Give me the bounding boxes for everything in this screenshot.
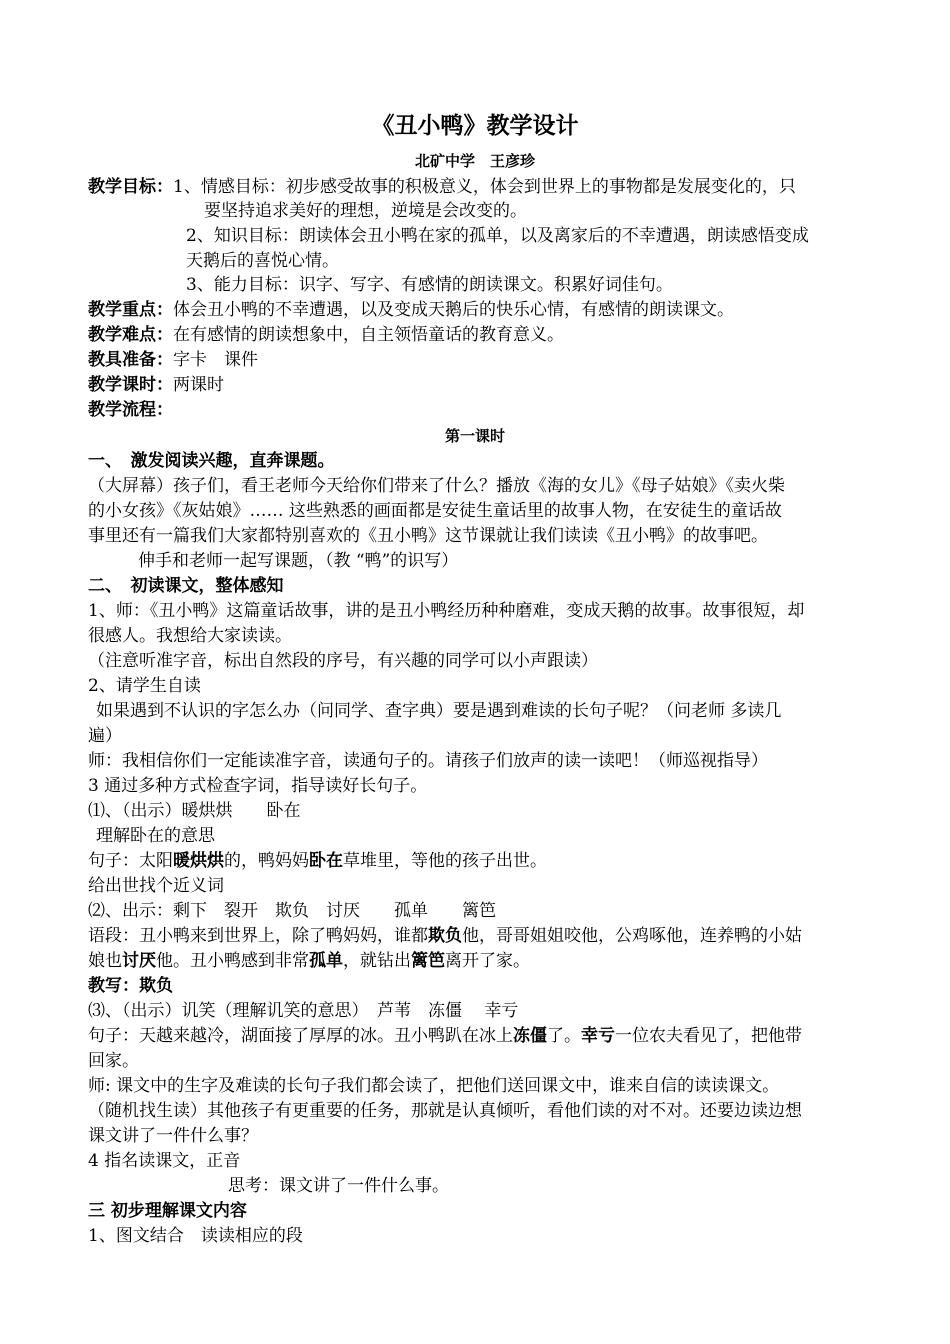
q-c: 了。 [547, 1026, 581, 1046]
sec3-line-1: 1、图文结合 读读相应的段 [88, 1226, 303, 1246]
section-2-heading: 二、 初读课文，整体感知 [88, 576, 284, 596]
hours-text: 两课时 [173, 375, 224, 395]
goal-1a: 1、情感目标：初步感受故事的积极意义，体会到世界上的事物都是发展变化的，只 [173, 177, 796, 197]
s1-pre: 句子：太阳 [88, 851, 173, 871]
sentence-2-line-1 [88, 1024, 802, 1048]
tools-line [88, 348, 258, 372]
goal-3: 3、能力目标：识字、写字、有感情的朗读课文。积累好词佳句。 [186, 275, 673, 295]
q-bold-1: 冻僵 [513, 1026, 547, 1046]
paragraph-line-1 [88, 924, 802, 948]
sec1-line-3: 事里还有一篇我们大家都特别喜欢的《丑小鸭》这节课就让我们读读《丑小鸭》的故事吧。 [88, 526, 768, 546]
p-bold-2: 讨厌 [122, 951, 156, 971]
p-bold-1: 欺负 [428, 926, 462, 946]
sec2-line-15: （随机找生读）其他孩子有更重要的任务，那就是认真倾听，看他们读的对不对。还要边读边想 [88, 1101, 802, 1121]
s1-mid: 的，鸭妈妈 [224, 851, 309, 871]
sec1-line-2: 的小女孩》《灰姑娘》…… 这些熟悉的画面都是安徒生童话里的故事人物，在安徒生的童话故 [88, 501, 782, 521]
p-g: 离开了家。 [445, 951, 530, 971]
author-line: 北矿中学 王彦珍 [414, 152, 535, 170]
tools-label: 教具准备： [88, 350, 173, 370]
sec2-line-6: 遍） [88, 726, 122, 746]
sentence-1 [88, 849, 547, 873]
s1-bold-2: 卧在 [309, 851, 343, 871]
goal-1b: 要坚持追求美好的理想，逆境是会改变的。 [204, 201, 527, 221]
p-c: 他，哥哥姐姐咬他，公鸡啄他，连养鸭的小姑 [462, 926, 802, 946]
sec2-line-7: 师：我相信你们一定能读准字音，读通句子的。请孩子们放声的读一读吧！（师巡视指导） [88, 751, 768, 771]
section-1-heading: 一、 激发阅读兴趣，直奔课题。 [88, 451, 335, 471]
sec2-line-14: 师: 课文中的生字及难读的长句子我们都会读了，把他们送回课文中，谁来自信的读读课文。 [88, 1076, 780, 1096]
p-e: 他。丑小鸭感到非常 [156, 951, 309, 971]
sec2-line-2: 很感人。我想给大家读读。 [88, 626, 292, 646]
tools-text: 字卡 课件 [173, 350, 258, 370]
q-a: 句子：天越来越冷，湖面接了厚厚的冰。丑小鸭趴在冰上 [88, 1026, 513, 1046]
p-bold-4: 篱笆 [411, 951, 445, 971]
sec2-line-4: 2、请学生自读 [88, 676, 201, 696]
sec1-line-4: 伸手和老师一起写课题，（教 “鸭”的识写） [138, 551, 459, 571]
section-3-heading: 三 初步理解课文内容 [88, 1201, 247, 1221]
page-title: 《丑小鸭》教学设计 [371, 112, 579, 139]
sec2-line-9: ⑴、（出示）暖烘烘 卧在 [88, 801, 301, 821]
sec2-line-3: （注意听准字音，标出自然段的序号，有兴趣的同学可以小声跟读） [88, 651, 598, 671]
sec2-line-18: 思考：课文讲了一件什么事。 [228, 1176, 449, 1196]
sentence-2-line-2: 回家。 [88, 1051, 139, 1071]
hours-label: 教学课时： [88, 375, 173, 395]
sec1-line-1: （大屏幕）孩子们，看王老师今天给你们带来了什么？播放《海的女儿》《母子姑娘》《卖火柴 [88, 476, 785, 496]
s1-bold-1: 暖烘烘 [173, 851, 224, 871]
paragraph-line-2 [88, 949, 530, 973]
lesson-1-heading: 第一课时 [444, 427, 505, 445]
p-bold-3: 孤单 [309, 951, 343, 971]
sec2-line-16: 课文讲了一件什么事？ [88, 1126, 258, 1146]
difficulty-label: 教学难点： [88, 325, 173, 345]
difficulty-text: 在有感情的朗读想象中，自主领悟童话的教育意义。 [173, 325, 564, 345]
goal-line-1 [88, 175, 796, 199]
hours-line [88, 373, 224, 397]
focus-line [88, 298, 734, 322]
q-d: 一位农夫看见了，把他带 [615, 1026, 802, 1046]
sec2-line-10: 理解卧在的意思 [96, 826, 215, 846]
goals-label: 教学目标： [88, 177, 173, 197]
teach-write: 教写：欺负 [88, 976, 173, 996]
s1-post: 草堆里，等他的孩子出世。 [343, 851, 547, 871]
sec2-line-8: 3 通过多种方式检查字词，指导读好长句子。 [88, 776, 428, 796]
sec2-line-12: ⑵、出示：剩下 裂开 欺负 讨厌 孤单 篱笆 [88, 901, 496, 921]
goal-2a: 2、知识目标：朗读体会丑小鸭在家的孤单，以及离家后的不幸遭遇，朗读感悟变成 [186, 226, 809, 246]
flow-label: 教学流程： [88, 400, 173, 420]
difficulty-line [88, 323, 564, 347]
sec2-line-5: 如果遇到不认识的字怎么办（问同学、查字典）要是遇到难读的长句子呢？（问老师 多读几 [96, 701, 782, 721]
p-d: 娘也 [88, 951, 122, 971]
q-bold-2: 幸亏 [581, 1026, 615, 1046]
goal-2b: 天鹅后的喜悦心情。 [186, 251, 339, 271]
p-f: ，就钻出 [343, 951, 411, 971]
p-a: 语段：丑小鸭来到世界上，除了鸭妈妈，谁都 [88, 926, 428, 946]
sec2-line-1: 1、师：《丑小鸭》这篇童话故事，讲的是丑小鸭经历种种磨难，变成天鹅的故事。故事很短，却 [88, 601, 805, 621]
focus-text: 体会丑小鸭的不幸遭遇，以及变成天鹅后的快乐心情，有感情的朗读课文。 [173, 300, 734, 320]
sec2-line-13: ⑶、（出示）讥笑（理解讥笑的意思） 芦苇 冻僵 幸亏 [88, 1001, 519, 1021]
focus-label: 教学重点： [88, 300, 173, 320]
sec2-line-17: 4 指名读课文，正音 [88, 1151, 241, 1171]
sec2-line-11: 给出世找个近义词 [88, 876, 224, 896]
